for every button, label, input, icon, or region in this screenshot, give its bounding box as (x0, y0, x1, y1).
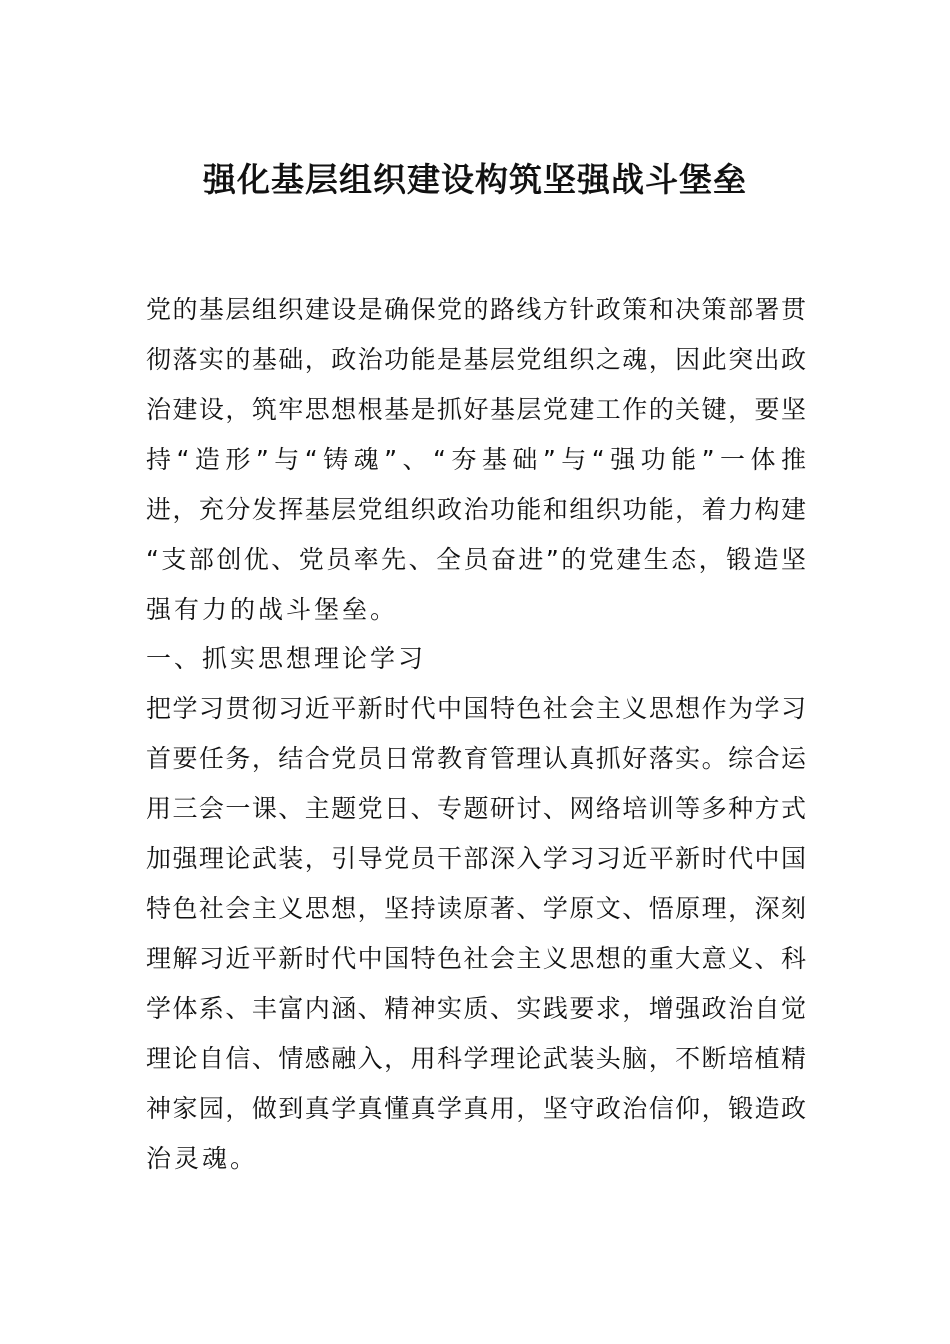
text-line: 首要任务，结合党员日常教育管理认真抓好落实。综合运 (146, 744, 806, 773)
text-line: 强有力的战斗堡垒。 (146, 595, 399, 624)
text-line: 加强理论武装，引导党员干部深入学习习近平新时代中国 (146, 844, 806, 873)
text-line: 特色社会主义思想，坚持读原著、学原文、悟原理，深刻 (146, 894, 806, 923)
text-line: 理解习近平新时代中国特色社会主义思想的重大意义、科 (146, 944, 806, 973)
text-line: 党的基层组织建设是确保党的路线方针政策和决策部署贯 (146, 295, 806, 324)
text-line: 用三会一课、主题党日、专题研讨、网络培训等多种方式 (146, 794, 806, 823)
text-line: 把学习贯彻习近平新时代中国特色社会主义思想作为学习 (146, 694, 806, 723)
document-title: 强化基层组织建设构筑坚强战斗堡垒 (203, 160, 747, 199)
text-line: 治建设，筑牢思想根基是抓好基层党建工作的关键，要坚 (146, 395, 806, 424)
text-line: 治灵魂。 (146, 1144, 259, 1173)
text-line: 进，充分发挥基层党组织政治功能和组织功能，着力构建 (146, 495, 806, 524)
text-line: “支部创优、党员率先、全员奋进”的党建生态，锻造坚 (146, 545, 806, 574)
text-line: 学体系、丰富内涵、精神实质、实践要求，增强政治自觉 (146, 994, 806, 1023)
section-heading: 一、抓实思想理论学习 (146, 644, 427, 673)
text-line: 持“造形”与“铸魂”、“夯基础”与“强功能”一体推 (146, 445, 806, 474)
text-line: 神家园，做到真学真懂真学真用，坚守政治信仰，锻造政 (146, 1094, 806, 1123)
text-line: 彻落实的基础，政治功能是基层党组织之魂，因此突出政 (146, 345, 806, 374)
text-line: 理论自信、情感融入，用科学理论武装头脑，不断培植精 (146, 1044, 806, 1073)
